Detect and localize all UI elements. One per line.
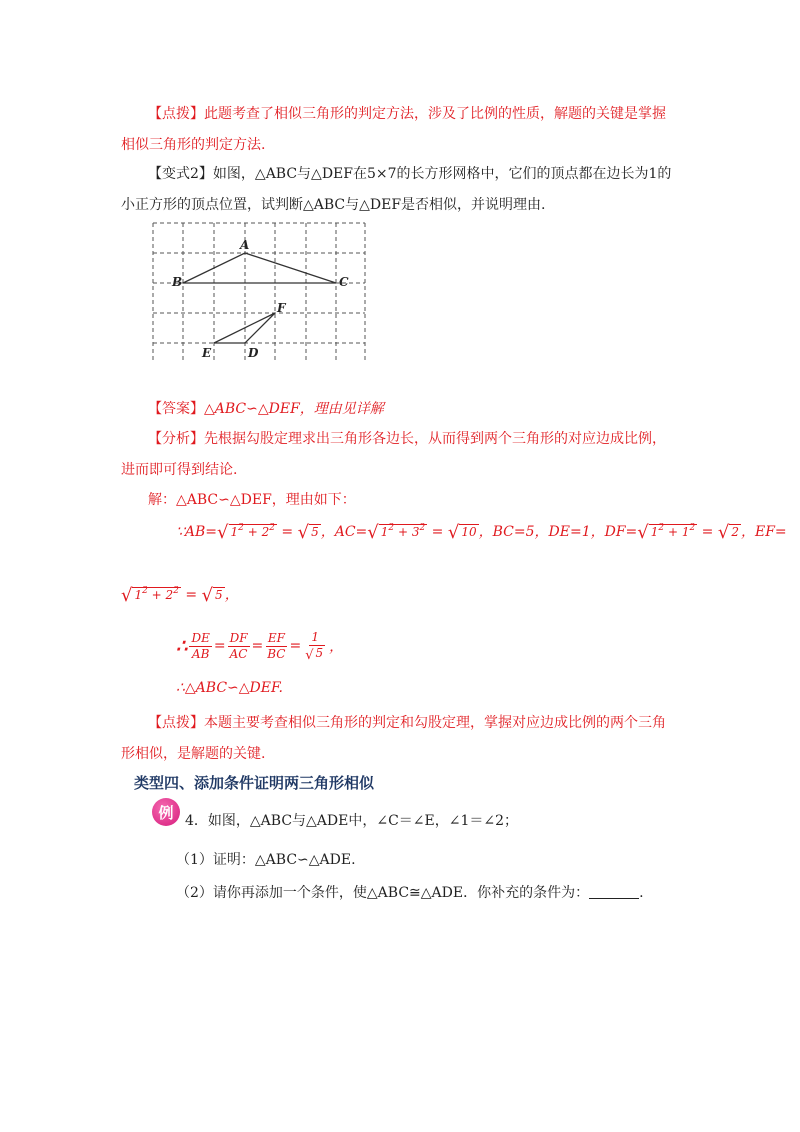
fraction-ef-bc: $\frac{EF}{BC}$ (267, 630, 286, 661)
solution-conclusion: ∴△ABC∽△DEF. (176, 680, 283, 696)
example-question-1: （1）证明：△ABC∽△ADE. (176, 852, 356, 868)
variant-tag: 【变式2】 (148, 166, 213, 182)
grid-figure (150, 218, 370, 364)
analysis-text-line1: 先根据勾股定理求出三角形各边长，从而得到两个三角形的对应边成比例， (204, 431, 666, 447)
sqrt-ab: √ $1^2 + 2^2$ (217, 522, 275, 543)
therefore-symbol: ∴ (176, 635, 188, 657)
label-e: E (202, 346, 212, 360)
solution-ef: √ $1^2 + 2^2$ = √ 5 ， (121, 585, 239, 606)
analysis-text-line2: 进而即可得到结论. (121, 462, 238, 478)
solution-lengths: ∵AB=√ $1^2 + 2^2$ = √ 5 ，AC=√ $1^2 + 3^2$ = √ 10 ，BC=5，DE=1，DF=√ $1^2 + 1^2$ = √ 2 ，EF= (176, 522, 787, 543)
sqrt-ef-result: √ 5 (201, 585, 223, 606)
label-b: B (172, 275, 183, 289)
example-question-2: （2）请你再添加一个条件，使△ABC≅△ADE．你补充的条件为： . (176, 885, 644, 901)
hint2-text-line1: 本题主要考查相似三角形的判定和勾股定理，掌握对应边成比例的两个三角 (204, 715, 666, 731)
example-stem: 4．如图，△ABC与△ADE中，∠C＝∠E，∠1＝∠2； (185, 813, 519, 829)
question-2-text: （2）请你再添加一个条件，使△ABC≅△ADE．你补充的条件为： (176, 885, 590, 901)
answer-text: △ABC∽△DEF，理由见详解 (204, 401, 384, 417)
answer-tag: 【答案】 (148, 401, 204, 417)
sqrt-ac-result: √ 10 (447, 522, 477, 543)
sqrt-ab-result: √ 5 (297, 522, 319, 543)
hint2-tag: 【点拨】 (148, 715, 204, 731)
section-title: 类型四、添加条件证明两三角形相似 (134, 774, 375, 792)
grid-lines (153, 223, 365, 363)
answer (148, 398, 384, 418)
sqrt-ac: √ $1^2 + 3^2$ (367, 522, 426, 543)
solution-intro: 解：△ABC∽△DEF，理由如下： (148, 492, 356, 508)
hint-paragraph-2 (148, 712, 666, 732)
ac-label: ，AC= (320, 524, 368, 540)
variant-text-line2: 小正方形的顶点位置，试判断△ABC与△DEF是否相似，并说明理由. (121, 197, 546, 213)
answer-blank[interactable] (589, 886, 639, 899)
analysis-tag: 【分析】 (148, 431, 204, 447)
fraction-df-ac: $\frac{DF}{AC}$ (229, 630, 248, 661)
fraction-de-ab: $\frac{DE}{AB}$ (191, 630, 210, 661)
sqrt-df-result: √ 2 (717, 522, 739, 543)
analysis (148, 428, 666, 448)
sqrt-ef: √ $1^2 + 2^2$ (121, 585, 179, 606)
variant-question (148, 163, 671, 183)
hint-text-line1: 此题考查了相似三角形的判定方法，涉及了比例的性质，解题的关键是掌握 (204, 106, 666, 122)
sqrt-df: √ $1^2 + 1^2$ (637, 522, 696, 543)
because-ab: ∵AB= (176, 524, 218, 540)
ef-label: ，EF= (740, 524, 787, 540)
example-badge: 例 (152, 798, 180, 826)
label-d: D (248, 346, 259, 360)
hint-text-line2: 相似三角形的判定方法. (121, 137, 266, 153)
hint2-text-line2: 形相似，是解题的关键. (121, 746, 266, 762)
variant-text-line1: 如图，△ABC与△DEF在5×7的长方形网格中，它们的顶点都在边长为1的 (212, 166, 672, 182)
label-f: F (277, 301, 286, 315)
triangle-abc (183, 253, 336, 283)
hint-paragraph-1 (148, 103, 666, 123)
hint-tag: 【点拨】 (148, 106, 204, 122)
solution-ratios: ∴ $\frac{DE}{AB}$ = $\frac{DF}{AC}$ = $\frac{EF}{BC}$ = $\frac{1}{√ 5}$ ， (176, 630, 344, 663)
bc-de-df: ，BC=5，DE=1，DF= (478, 524, 638, 540)
label-c: C (339, 275, 349, 289)
fraction-one-sqrt5: $\frac{1}{√ 5}$ (305, 630, 324, 663)
label-a: A (240, 238, 250, 252)
